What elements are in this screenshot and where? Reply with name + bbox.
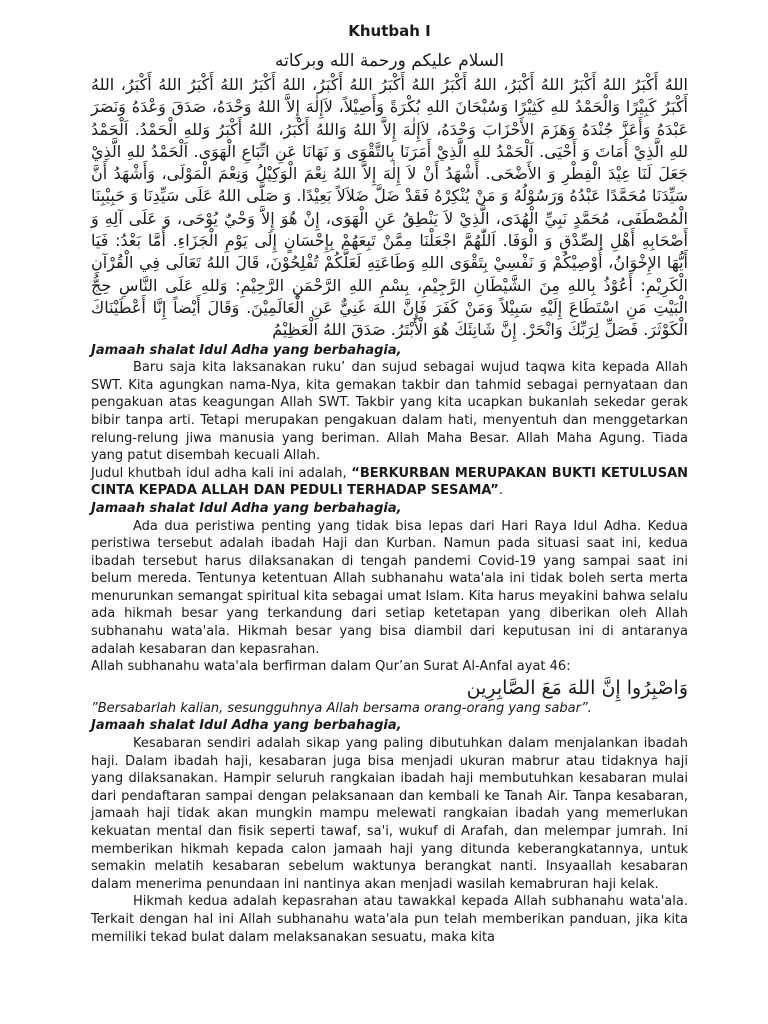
khutbah-title: Khutbah I	[348, 22, 431, 40]
judul-paragraph	[91, 465, 688, 500]
judul-title: “BERKURBAN MERUPAKAN BUKTI KETULUSAN CINTA KEPADA ALLAH DAN PEDULI TERHADAP SESAMA”	[91, 465, 689, 499]
paragraph-3: Kesabaran sendiri adalah sikap yang paling dibutuhkan dalam menjalankan ibadah haji. Dalam ibadah haji, kesabaran juga bisa menjadi ukuran mabrur atau tidaknya haji yang dilaksanakan. Hampir seluruh rangkaian ibadah haji membutuhkan kesabaran mulai dari pendaftaran sampai dengan pelaksanaan dan kembali ke Tanah Air. Tanpa kesabaran, jamaah haji tidak akan mungkin mampu melewati rangkaian ibadah yang memerlukan kekuatan mental dan fisik seperti tawaf, sa'i, wukuf di Arafah, dan melempar jumrah. Ini memberikan hikmah kepada calon jamaah haji yang ditunda keberangkatannya, untuk semakin melatih kesabaran sebelum waktunya berangkat nanti. Insyaallah kesabaran dalam menerima penundaan ini nantinya akan menjadi wasilah kemabruran haji kelak.	[91, 736, 688, 892]
verse-translation: ”Bersabarlah kalian, sesungguhnya Allah bersama orang-orang yang sabar”.	[91, 700, 592, 716]
greeting-heading: Jamaah shalat Idul Adha yang berbahagia,	[91, 718, 402, 734]
paragraph-1: Baru saja kita laksanakan ruku’ dan sujud sebagai wujud taqwa kita kepada Allah SWT. Kita agungkan nama-Nya, kita gemakan takbir dan tahmid sebagai pernyataan dan pengakuan atas keagungan Allah SWT. Takbir yang kita ucapkan bukanlah sekedar gerak bibir tanpa arti. Tetapi merupakan pengakuan dalam hati, menyentuh dan menggetarkan relung-relung jiwa manusia yang beriman. Allah Maha Besar. Allah Maha Agung. Tiada yang patut disembah kecuali Allah.	[91, 360, 688, 464]
greeting-heading: Jamaah shalat Idul Adha yang berbahagia,	[91, 500, 402, 516]
salam-arabic: السلام عليكم ورحمة الله وبركاته	[275, 51, 504, 71]
verse-intro: Allah subhanahu wata'ala berfirman dalam Qur’an Surat Al-Anfal ayat 46:	[91, 659, 571, 675]
greeting-heading: Jamaah shalat Idul Adha yang berbahagia,	[91, 342, 402, 358]
judul-prefix: Judul khutbah idul adha kali ini adalah,	[91, 465, 352, 481]
arabic-opening: اللهُ أَكْبَرُ اللهُ أَكْبَرُ اللهُ أَكْبَرُ، اللهُ أَكْبَرُ اللهُ أَكْبَرُ اللهُ أَكْبَرُ، اللهُ أَكْبَرُ اللهُ أَكْبَرُ اللهُ أَكْبَرُ، اللهُ أَكْبَرُ كَبِيْرًا وَالْحَمْدُ للهِ كَثِيْرًا وَسُبْحَانَ اللهِ بُكْرَةً وَأَصِيْلاً، لاَإِلٰهَ إِلاَّ اللهُ وَحْدَهُ، صَدَقَ وَعْدَهُ وَنَصَرَ عَبْدَهُ وَأَعَزَّ جُنْدَهُ وَهَزَمَ الأَحْزَابَ وَحْدَهُ، لاَإِلٰهَ إِلاَّ اللهُ وَاللهُ أَكْبَرُ، اللهُ أَكْبَرُ وَللهِ الْحَمْدُ. اَلْحَمْدُ للهِ الَّذِيْ أَمَاتَ وَ أَحْيَى. اَلْحَمْدُ للهِ الَّذِيْ أَمَرَنَا بِالتَّقْوَى وَ نَهَانَا عَنِ اتِّبَاعِ الْهَوَى. اَلْحَمْدُ للهِ الَّذِيْ جَعَلَ لَنَا عِيْدَ الْفِطْرِ وَ الأَضْحَى. أَشْهَدُ أَنْ لاَ إِلٰهَ إِلاَّ اللهُ نِعْمَ الْوَكِيْلُ وَنِعْمَ الْمَوْلَى، وَأَشْهَدُ أَنَّ سَيِّدَنَا مُحَمَّدًا عَبْدُهُ وَرَسُوْلُهُ وَ مَنْ يُنْكِرْهُ فَقَدْ ضَلَّ ضَلاَلاً بَعِيْدًا. وَ صَلَّى اللهُ عَلَى سَيِّدِنَا وَ حَبِيْبِنَا الْمُصْطَفَى، مُحَمَّدٍ نَبِيِّ الْهُدَى، الَّذِيْ لاَ يَنْطِقُ عَنِ الْهَوَى، إِنْ هُوَ إِلاَّ وَحْيٌ يُوْحَى، وَ عَلَى آلِهِ وَ أَصْحَابِهِ أَهْلِ الصِّدْقِ وَ الْوَفَا. اَللّٰهُمَّ اجْعَلْنَا مِمَّنْ تَبِعَهُمْ بِإِحْسَانٍ إِلَى يَوْمِ الْجَزَاءِ. أَمَّا بَعْدُ: فَيَا أَيُّهَا الإِخْوَانُ، أُوْصِيْكُمْ وَ نَفْسِيْ بِتَقْوَى اللهِ وَطَاعَتِهِ لَعَلَّكُمْ تُفْلِحُوْنَ، قَالَ اللهُ تَعَالَى فِي الْقُرْآنِ الْكَرِيْمِ: أَعُوْذُ بِاللهِ مِنَ الشَّيْطَانِ الرَّجِيْمِ، بِسْمِ اللهِ الرَّحْمَنِ الرَّحِيْمِ: وَللهِ عَلَى النَّاسِ حِجُّ الْبَيْتِ مَنِ اسْتَطَاعَ إِلَيْهِ سَبِيْلاً وَمَنْ كَفَرَ فَإِنَّ اللهَ غَنِيٌّ عَنِ الْعَالَمِيْنَ. وَقَالَ أَيْضاً إِنَّا أَعْطَيْنَاكَ الْكَوْثَرَ. فَصَلِّ لِرَبِّكَ وَانْحَرْ. إِنَّ شَانِئَكَ هُوَ الْأَبْتَرُ. صَدَقَ اللهُ الْعَظِيْمُ	[91, 75, 688, 340]
judul-suffix: .	[498, 483, 503, 499]
paragraph-2: Ada dua peristiwa penting yang tidak bisa lepas dari Hari Raya Idul Adha. Kedua peristiwa tersebut adalah ibadah Haji dan Kurban. Namun pada situasi saat ini, kedua ibadah tersebut harus dilaksanakan di tengah pandemi Covid-19 yang sampai saat ini belum mereda. Tentunya ketentuan Allah subhanahu wata'ala ini tidak boleh serta merta menurunkan semangat spiritual kita sebagai umat Islam. Kita harus meyakini bahwa selalu ada hikmah besar yang terkandung dari setiap ketetapan yang diberikan oleh Allah subhanahu wata'ala. Hikmah besar yang bisa diambil dari keputusan ini di antaranya adalah kesabaran dan kepasrahan.	[91, 518, 688, 657]
paragraph-4: Hikmah kedua adalah kepasrahan atau tawakkal kepada Allah subhanahu wata'ala. Terkait dengan hal ini Allah subhanahu wata'ala pun telah memberikan panduan, jika kita memiliki tekad bulat dalam melaksanakan sesuatu, maka kita	[91, 894, 688, 945]
verse-arabic: وَاصْبِرُوا إِنَّ اللهَ مَعَ الصَّابِرِين	[466, 676, 688, 699]
